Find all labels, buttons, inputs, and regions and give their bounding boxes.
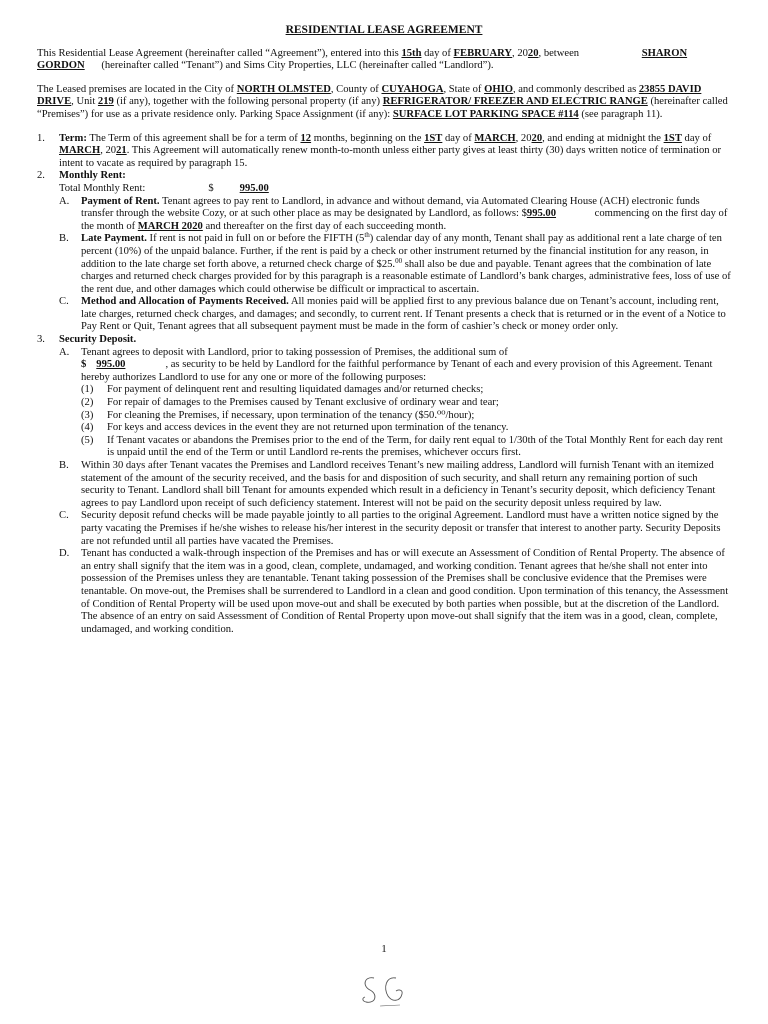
- subsection-letter: A.: [59, 195, 70, 207]
- section-label: Security Deposit.: [59, 334, 137, 346]
- deposit-refund-text: Security deposit refund checks will be made payable jointly to all parties to the original Agreement. Landlord must have a written notice signed by the party vacating the Premises if he/she wishes to release his/her interest in the security deposit or transfer that interest to another party. Security Deposits are not refunded until all parties have vacated the Premises.: [81, 510, 721, 547]
- tenant-name: SHARON GORDON: [37, 47, 688, 72]
- premises-text: (if any), together with the following personal property (if any): [113, 96, 383, 108]
- item-text: For repair of damages to the Premises caused by Tenant exclusive of ordinary wear and tear;: [107, 397, 499, 409]
- intro-text: , 20: [512, 47, 528, 59]
- premises-text: (hereinafter called “Premises”) for use as a private residence only. Parking Space Assignment (if any):: [37, 96, 728, 120]
- rent-subsection-b: [37, 233, 731, 296]
- premises-paragraph: [37, 84, 731, 122]
- deposit-purpose-item: [37, 410, 731, 423]
- subsection-label: Method and Allocation of Payments Received.: [81, 296, 289, 308]
- total-monthly-rent-line: [37, 183, 731, 196]
- term-text: The Term of this agreement shall be for a term of: [86, 132, 301, 144]
- parking-space: SURFACE LOT PARKING SPACE #114: [392, 108, 579, 120]
- subsection-letter: D.: [59, 548, 70, 560]
- deposit-purpose-item: [37, 435, 731, 460]
- term-end-year: 21: [116, 145, 127, 157]
- term-text: . This Agreement will automatically renew month-to-month unless either party gives at least thirty (30) days written notice of termination or intent to vacate as required by paragraph 15.: [59, 145, 722, 169]
- item-number: (3): [81, 409, 94, 421]
- deposit-subsection-b: [37, 460, 731, 510]
- term-months: 12: [300, 132, 312, 144]
- late-payment-text: ) calendar day of any month, Tenant shall pay as additional rent a late charge of ten percent (10%) of the unpaid balance. Further, if the rent is paid by a check or other instrument returned by the financial institution for any reason, in addition to the late charge set forth above, a returned check charge of $25.: [81, 233, 722, 270]
- subsection-label: Payment of Rent.: [81, 195, 160, 207]
- section-number: 2.: [37, 170, 45, 182]
- deposit-purpose-item: [37, 397, 731, 410]
- premises-text: , Unit: [71, 96, 98, 108]
- section-security-deposit: [37, 334, 731, 347]
- subsection-label: Late Payment.: [81, 233, 147, 245]
- item-number: (4): [81, 422, 94, 434]
- document-title: RESIDENTIAL LEASE AGREEMENT: [285, 24, 483, 36]
- late-payment-text: shall also be due and payable. Tenant agrees that the combination of late charges and returned check charges provided for by this paragraph is a reasonable estimate of Landlord’s bank charges, administrative fees, loss of use of the rent due, and other damages which could otherwise be difficult or impractical to ascertain.: [81, 258, 731, 295]
- term-text: day of: [442, 132, 475, 144]
- term-start-year: 20: [531, 132, 543, 144]
- dollar-sign: $: [208, 182, 214, 194]
- deposit-amount: 995.00: [96, 359, 126, 371]
- deposit-subsection-a: [37, 347, 731, 385]
- walk-through-text: Tenant has conducted a walk-through inspection of the Premises and has or will execute an Assessment of Condition of Rental Property. The absence of an entry shall signify that the item was in a good, clean, complete, undamaged, and working condition. Tenant agrees that he/she shall not enter into possession of the Premises unless they are tenantable. Tenant taking possession of the Premises shall be conclusive evidence that the Premises were tenantable. On move-out, the Premises shall be surrendered to Landlord in a clean and good condition. Upon termination of this tenancy, the Assessment of Condition of Rental Property will be used upon move-out and shall be executed by both parties when possible, but at the discretion of the Landlord. The absence of an entry on said Assessment of Condition of Rental Property upon move-out shall signify that the item was in a good, clean, complete, undamaged, and working condition.: [81, 548, 729, 635]
- term-end-month: MARCH: [59, 145, 101, 157]
- deposit-purpose-item: [37, 384, 731, 397]
- term-end-day: 1ST: [663, 132, 682, 144]
- rent-subsection-c: [37, 296, 731, 334]
- payment-text: commencing on the first day of the month of: [81, 208, 728, 232]
- subsection-letter: B.: [59, 460, 69, 471]
- term-start-day: 1ST: [424, 132, 443, 144]
- agreement-day: 15th: [401, 47, 422, 59]
- tenant-initials-signature: [356, 970, 416, 1010]
- term-text: , 20: [515, 132, 532, 144]
- section-term: [37, 133, 731, 171]
- intro-text: This Residential Lease Agreement (hereinafter called “Agreement”), entered into this: [37, 47, 402, 59]
- deposit-purpose-item: [37, 422, 731, 435]
- intro-text: (hereinafter called “Tenant”) and Sims City Properties, LLC (hereinafter called “Landlord”).: [98, 60, 494, 72]
- term-start-month: MARCH: [474, 132, 516, 144]
- item-text: If Tenant vacates or abandons the Premises prior to the end of the Term, for daily rent equal to 1/30th of the Total Monthly Rent for each day rent is unpaid until the end of the Term or until Landlord re-rents the premises, whichever occurs first.: [107, 434, 723, 459]
- item-number: (1): [81, 384, 94, 396]
- payment-start-month: MARCH 2020: [137, 220, 203, 232]
- premises-address: 23855 DAVID DRIVE: [37, 83, 702, 108]
- total-rent-label: Total Monthly Rent:: [59, 182, 146, 194]
- intro-paragraph: [37, 48, 731, 73]
- term-text: day of: [681, 132, 712, 144]
- deposit-subsection-c: [37, 510, 731, 548]
- term-text: , and ending at midnight the: [542, 132, 664, 144]
- section-label: Monthly Rent:: [59, 170, 126, 182]
- subsection-letter: A.: [59, 346, 70, 358]
- late-payment-text: If rent is not paid in full on or before the FIFTH (5: [146, 233, 365, 245]
- deposit-text: , as security to be held by Landlord for the faithful performance by Tenant of each and every provision of this Agreement. Tenant hereby authorizes Landlord to use for any one or more of the following purposes:: [81, 359, 713, 383]
- superscript: th: [364, 231, 370, 240]
- payment-text: and thereafter on the first day of each succeeding month.: [202, 220, 447, 232]
- section-label: Term:: [59, 132, 87, 144]
- allocation-text: All monies paid will be applied first to any previous balance due on Tenant’s account, including rent, late charges, returned check charges, and damages; and secondly, to current rent. If Tenant presents a check that is returned or in the event of a Notice to Pay Rent or Quit, Tenant agrees that all subsequent payment must be made in the form of cashier’s check or money order only.: [81, 296, 726, 333]
- payment-amount: 995.00: [526, 208, 557, 220]
- rent-subsection-a: [37, 196, 731, 234]
- deposit-purposes-list: [37, 384, 731, 460]
- page-number: 1: [381, 943, 387, 955]
- term-text: , 20: [100, 145, 117, 157]
- intro-text: , between: [538, 47, 582, 59]
- deposit-return-text: Within 30 days after Tenant vacates the Premises and Landlord receives Tenant’s new mailing address, Landlord will furnish Tenant with an itemized statement of the amount of the security received, and the basis for and disposition of such security, and shall return any remaining portion of such security to Tenant. Landlord shall bill Tenant for amounts expended which result in a deficiency in Tenant’s security deposit, which deficiency Tenant agrees to pay Landlord upon receipt of such deficiency statement. Interest will not be paid on the security deposit unless required by law.: [81, 460, 716, 509]
- premises-county: CUYAHOGA: [381, 83, 444, 95]
- agreement-year: 20: [527, 47, 539, 59]
- premises-text: (see paragraph 11).: [578, 108, 663, 120]
- premises-text: , County of: [330, 83, 382, 95]
- subsection-letter: B.: [59, 233, 69, 245]
- section-monthly-rent: [37, 170, 731, 183]
- item-text: For cleaning the Premises, if necessary, upon termination of the tenancy ($50.⁰⁰/hour);: [107, 409, 475, 421]
- agreement-month: FEBRUARY: [453, 47, 513, 59]
- superscript: 00: [395, 256, 403, 265]
- premises-city: NORTH OLMSTED: [236, 83, 331, 95]
- item-text: For keys and access devices in the event they are not returned upon termination of the tenancy.: [107, 422, 509, 434]
- deposit-text: Tenant agrees to deposit with Landlord, prior to taking possession of Premises, the additional sum of: [81, 346, 508, 358]
- premises-text: , and commonly described as: [512, 83, 639, 95]
- premises-unit: 219: [97, 96, 114, 108]
- total-rent-amount: 995.00: [239, 182, 269, 194]
- subsection-letter: C.: [59, 510, 69, 522]
- intro-text: day of: [421, 47, 454, 59]
- premises-state: OHIO: [484, 83, 513, 95]
- section-number: 3.: [37, 334, 45, 346]
- item-number: (5): [81, 434, 94, 446]
- subsection-letter: C.: [59, 296, 69, 308]
- personal-property: REFRIGERATOR/ FREEZER AND ELECTRIC RANGE: [382, 96, 648, 108]
- dollar-sign: $: [81, 359, 87, 371]
- term-text: months, beginning on the: [311, 132, 425, 144]
- item-text: For payment of delinquent rent and resulting liquidated damages and/or returned checks;: [107, 384, 484, 396]
- lease-document-page: [37, 24, 731, 636]
- section-number: 1.: [37, 132, 45, 144]
- premises-text: , State of: [443, 83, 485, 95]
- premises-text: The Leased premises are located in the City of: [37, 83, 237, 95]
- deposit-subsection-d: [37, 548, 731, 636]
- item-number: (2): [81, 397, 94, 409]
- payment-text: Tenant agrees to pay rent to Landlord, in advance and without demand, via Automated Clearing House (ACH) electronic funds transfer through the website Cozy, or at such other place as may be designated by Landlord, as follows: $: [81, 195, 700, 220]
